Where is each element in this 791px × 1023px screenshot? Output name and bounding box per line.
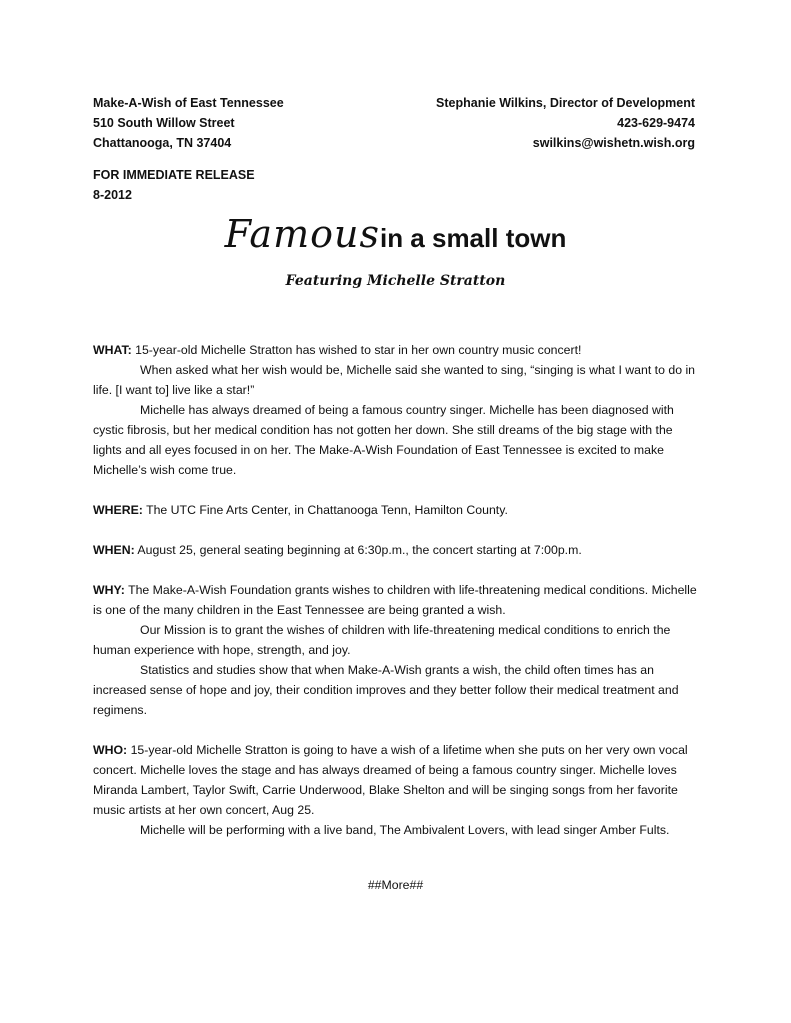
what-label: WHAT: xyxy=(93,343,132,357)
release-date: 8-2012 xyxy=(93,188,132,202)
org-city: Chattanooga, TN 37404 xyxy=(93,136,232,150)
who-lead xyxy=(93,740,698,820)
why-paragraph-2: Statistics and studies show that when Make-A-Wish grants a wish, the child often times has an increased sense of hope and joy, their condition improves and they better follow their medical treatment and regimens. xyxy=(93,663,679,717)
contact-email: swilkins@wishetn.wish.org xyxy=(532,136,695,150)
where-label: WHERE: xyxy=(93,503,143,517)
what-paragraph-1: When asked what her wish would be, Michelle said she wanted to sing, “singing is what I want to do in life. [I want to] live like a star!” xyxy=(93,363,696,397)
why-lead-text: The Make-A-Wish Foundation grants wishes to children with life-threatening medical conditions. Michelle is one of the many children in the East Tennessee are being granted a wish. xyxy=(93,583,697,617)
when-line xyxy=(93,540,698,560)
page-subtitle: Featuring Michelle Stratton xyxy=(285,273,506,289)
who-lead-text: 15-year-old Michelle Stratton is going to have a wish of a lifetime when she puts on her very own vocal concert. Michelle loves the stage and has always dreamed of being a famous country singer. Michelle loves Miranda Lambert, Taylor Swift, Carrie Underwood, Blake Shelton and will be singing songs from her favorite music artists at her own concert, Aug 25. xyxy=(93,743,688,817)
contact-phone: 423-629-9474 xyxy=(617,116,695,130)
title-script-word: Famous xyxy=(224,212,380,256)
release-body xyxy=(93,340,698,840)
why-lead xyxy=(93,580,698,620)
org-name: Make-A-Wish of East Tennessee xyxy=(93,96,284,110)
what-lead-text: 15-year-old Michelle Stratton has wished to star in her own country music concert! xyxy=(131,343,582,357)
org-street: 510 South Willow Street xyxy=(93,116,235,130)
release-info xyxy=(93,165,255,205)
who-paragraph-1: Michelle will be performing with a live band, The Ambivalent Lovers, with lead singer Amber Fults. xyxy=(140,823,670,837)
why-label: WHY: xyxy=(93,583,125,597)
when-text: August 25, general seating beginning at 6:30p.m., the concert starting at 7:00p.m. xyxy=(134,543,582,557)
where-line xyxy=(93,500,698,520)
what-lead xyxy=(93,340,698,360)
page-title xyxy=(0,212,791,256)
when-label: WHEN: xyxy=(93,543,135,557)
contact-name: Stephanie Wilkins, Director of Development xyxy=(436,96,695,110)
title-rest: in a small town xyxy=(379,223,567,253)
more-marker: ##More## xyxy=(367,878,424,892)
where-text: The UTC Fine Arts Center, in Chattanooga Tenn, Hamilton County. xyxy=(142,503,508,517)
organization-address xyxy=(93,93,284,153)
who-label: WHO: xyxy=(93,743,128,757)
release-label: FOR IMMEDIATE RELEASE xyxy=(93,168,255,182)
what-paragraph-2: Michelle has always dreamed of being a famous country singer. Michelle has been diagnosed with cystic fibrosis, but her medical condition has not gotten her down. She still dreams of the big stage with the lights and all eyes focused in on her. The Make-A-Wish Foundation of East Tennessee is excited to make Michelle’s wish come true. xyxy=(93,403,674,477)
contact-info xyxy=(436,93,695,153)
why-paragraph-1: Our Mission is to grant the wishes of children with life-threatening medical conditions to enrich the human experience with hope, strength, and joy. xyxy=(93,623,671,657)
